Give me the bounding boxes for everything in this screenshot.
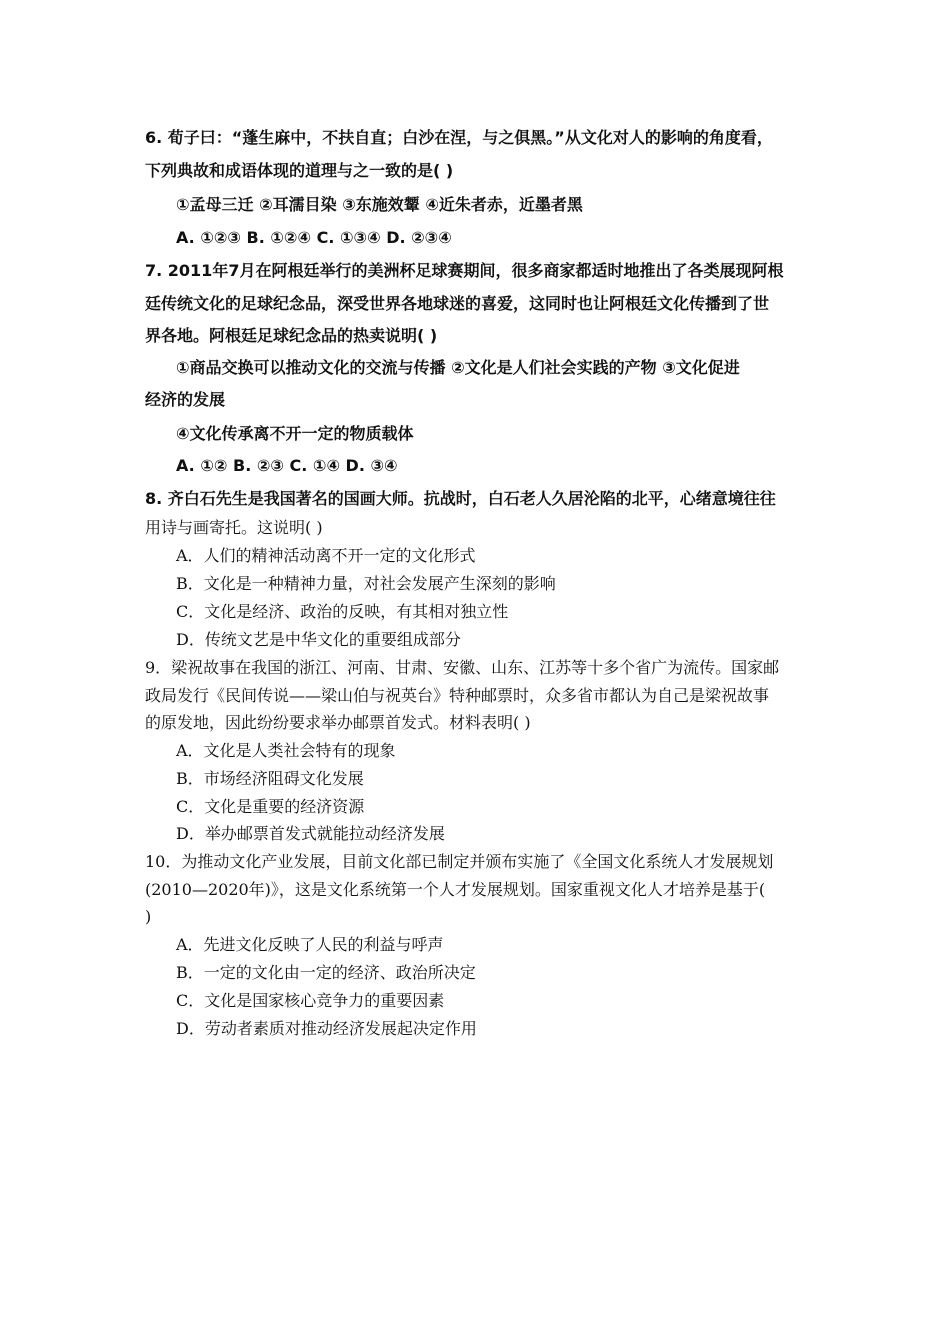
q6-stem-line-1: 6. 荀子曰：“蓬生麻中，不扶自直；白沙在涅，与之俱黑。”从文化对人的影响的角度看， bbox=[145, 128, 773, 147]
q10-stem-line-3: ) bbox=[145, 907, 152, 926]
q9-stem-line-2: 政局发行《民间传说——梁山伯与祝英台》特种邮票时，众多省市都认为自己是梁祝故事 bbox=[145, 686, 770, 705]
q7-items-line-2: 经济的发展 bbox=[145, 390, 226, 409]
q8-option-c: C．文化是经济、政治的反映，有其相对独立性 bbox=[176, 602, 509, 621]
q9-option-c: C．文化是重要的经济资源 bbox=[176, 797, 365, 816]
q8-stem-line-1: 8. 齐白石先生是我国著名的国画大师。抗战时，白石老人久居沦陷的北平，心绪意境往往 bbox=[145, 489, 776, 508]
q7-stem-line-3: 界各地。阿根廷足球纪念品的热卖说明( ) bbox=[145, 326, 438, 345]
q9-option-b: B．市场经济阻碍文化发展 bbox=[176, 769, 364, 788]
q8-option-b: B．文化是一种精神力量，对社会发展产生深刻的影响 bbox=[176, 574, 556, 593]
q7-items-line-3: ④文化传承离不开一定的物质载体 bbox=[176, 424, 414, 443]
q6-answer-choices: A. ①②③ B. ①②④ C. ①③④ D. ②③④ bbox=[176, 228, 452, 247]
q10-option-b: B．一定的文化由一定的经济、政治所决定 bbox=[176, 963, 476, 982]
q10-stem-line-1: 10．为推动文化产业发展，目前文化部已制定并颁布实施了《全国文化系统人才发展规划 bbox=[145, 852, 774, 871]
q9-option-a: A．文化是人类社会特有的现象 bbox=[176, 741, 396, 760]
q9-option-d: D．举办邮票首发式就能拉动经济发展 bbox=[176, 824, 445, 843]
q8-stem-line-2: 用诗与画寄托。这说明( ) bbox=[145, 518, 323, 537]
q10-option-d: D．劳动者素质对推动经济发展起决定作用 bbox=[176, 1019, 477, 1038]
q9-stem-line-1: 9．梁祝故事在我国的浙江、河南、甘肃、安徽、山东、江苏等十多个省广为流传。国家邮 bbox=[145, 658, 780, 677]
q10-stem-line-2: (2010—2020年)》，这是文化系统第一个人才发展规划。国家重视文化人才培养是基于( bbox=[145, 880, 766, 899]
q8-option-a: A．人们的精神活动离不开一定的文化形式 bbox=[176, 546, 476, 565]
q7-stem-line-2: 廷传统文化的足球纪念品，深受世界各地球迷的喜爱，这同时也让阿根廷文化传播到了世 bbox=[145, 294, 770, 313]
q8-option-d: D．传统文艺是中华文化的重要组成部分 bbox=[176, 630, 461, 649]
q9-stem-line-3: 的原发地，因此纷纷要求举办邮票首发式。材料表明( ) bbox=[145, 713, 531, 732]
q7-stem-line-1: 7. 2011年7月在阿根廷举行的美洲杯足球赛期间，很多商家都适时地推出了各类展现阿根 bbox=[145, 261, 784, 280]
q7-answer-choices: A. ①② B. ②③ C. ①④ D. ③④ bbox=[176, 456, 398, 475]
q6-items: ①孟母三迁 ②耳濡目染 ③东施效颦 ④近朱者赤，近墨者黑 bbox=[176, 195, 583, 214]
q7-items-line-1: ①商品交换可以推动文化的交流与传播 ②文化是人们社会实践的产物 ③文化促进 bbox=[176, 358, 740, 377]
q6-stem-line-2: 下列典故和成语体现的道理与之一致的是( ) bbox=[145, 161, 454, 180]
q10-option-c: C．文化是国家核心竞争力的重要因素 bbox=[176, 991, 445, 1010]
q10-option-a: A．先进文化反映了人民的利益与呼声 bbox=[176, 935, 444, 954]
